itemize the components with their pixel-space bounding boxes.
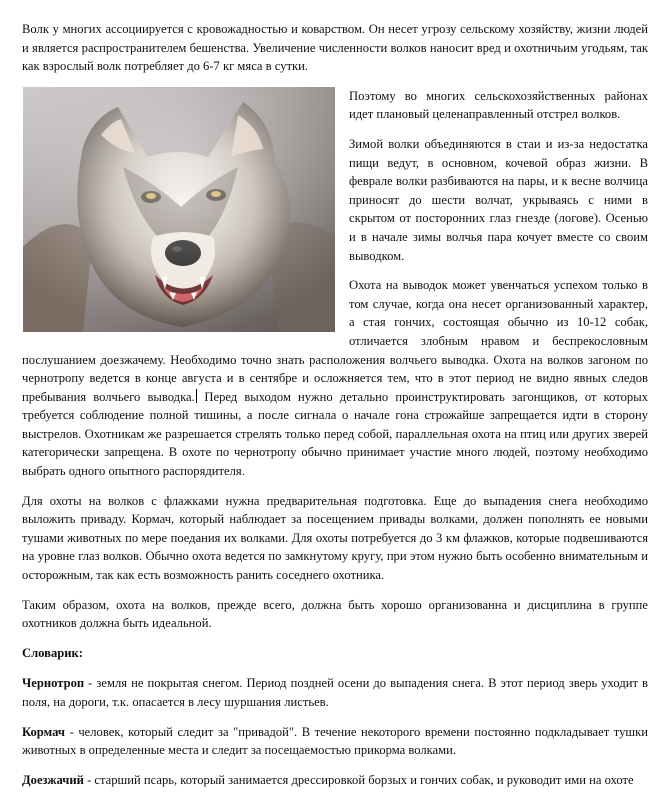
glossary-definition: - земля не покрытая снегом. Период поздней осени до выпадения снега. В этот период зверь уходит в поля, на дороги, т.к. опасается в лесу шуршания листьев. [22, 676, 648, 709]
glossary-title: Словарик: [22, 645, 83, 660]
hunt-text-part1: Охота на выводок может увенчаться успехом только в том случае, когда она несет организованный характер, а стая гончих, состоящая обычно из 10-12 собак, отличается злобным нравом и беспрекословным послушанием доезжачему. Необходимо точно знать расположения волчьего выводка. Охота на волков загоном по чернотропу ведется в конце августа и в сентябре и осложняется тем, что в этот период не видно явных следов пребывания волчьего выводка. [22, 278, 648, 404]
glossary-entry [22, 723, 648, 760]
hunt-text-part2: Перед выходом нужно детально проинструктировать загонщиков, от которых требуется соблюдение полной тишины, а после сигнала о начале гона строжайше запрещается идти в сторону выстрелов. Охотникам же разрешается стрелять только перед собой, параллельная охота на птиц или других зверей категорически запрещена. В охоте по чернотропу обычно принимает участие много людей, поэтому необходимо выбрать одного опытного распорядителя. [22, 389, 648, 479]
flags-paragraph: Для охоты на волков с флажками нужна предварительная подготовка. Еще до выпадения снега необходимо выложить приваду. Кормач, который наблюдает за посещением привады волками, должен пополнять ее новыми тушами животных по мере поедания их волками. Для охоты потребуется до 3 км флажков, которые подвешиваются на уровне глаз волков. Обычно охота ведется по замкнутому кругу, при этом нужно быть особенно внимательным и осторожным, так как есть возможность ранить соседнего охотника. [22, 493, 648, 583]
document-page [22, 20, 648, 800]
glossary-entry [22, 771, 648, 790]
wolf-photo [23, 87, 335, 332]
intro-paragraph: Волк у многих ассоциируется с кровожадностью и коварством. Он несет угрозу сельскому хозяйству, жизни людей и является распространителем бешенства. Увеличение численности волков наносит вред и охотничьим угодьям, так как взрослый волк потребляет до 6-7 кг мяса в сутки. [22, 22, 648, 74]
conclusion-paragraph: Таким образом, охота на волков, прежде всего, должна быть хорошо организованна и дисциплина в группе охотников должна быть идеальной. [22, 597, 648, 631]
glossary-entry [22, 674, 648, 711]
glossary-term: Кормач [22, 724, 66, 739]
glossary-definition: - человек, который следит за "привадой". В течение некоторого времени постоянно подкладывает тушки животных в определенные места и следит за посещаемостью прикорма волками. [22, 724, 648, 758]
shooting-paragraph: Поэтому во многих сельскохозяйственных районах идет плановый целенаправленный отстрел волков. [349, 88, 648, 122]
glossary-definition: - старший псарь, который занимается дрессировкой борзых и гончих собак, и руководит ими на охоте [83, 772, 634, 787]
winter-paragraph: Зимой волки объединяются в стаи и из-за недостатка пищи ведут, в основном, кочевой образ жизни. В феврале волки разбиваются на пары, и к весне волчица приносят до шести волчат, укрываясь с ними в скрытом от посторонних глаз гнезде (логове). Осенью и в начале зимы волчья пара кочует вместе со своим выводком. [349, 136, 648, 263]
glossary-term: Доезжачий [22, 772, 84, 787]
glossary-term: Чернотроп [22, 676, 85, 691]
